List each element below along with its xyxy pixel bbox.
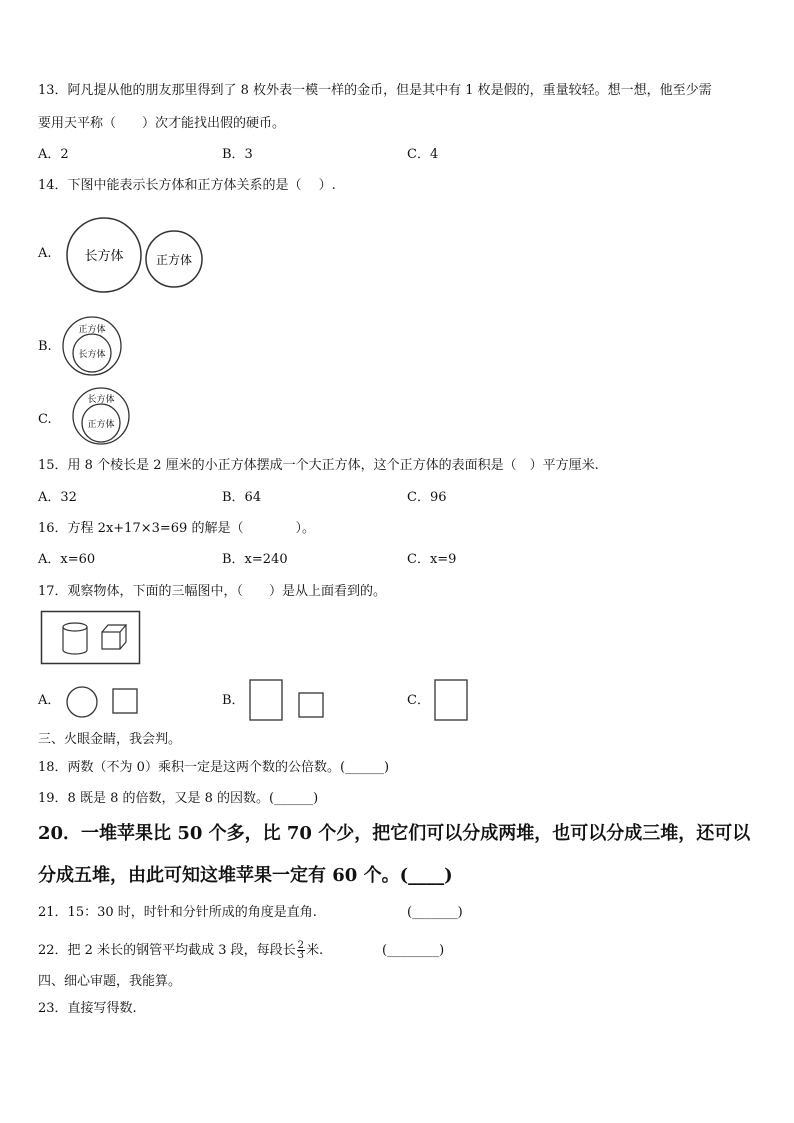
- q14-label-a: A.: [38, 246, 52, 261]
- q16-option-b: B．x=240: [222, 552, 288, 567]
- q20-line2: 分成五堆，由此可知这堆苹果一定有 60 个。(____): [38, 865, 453, 886]
- q15-stem: 15．用 8 个棱长是 2 厘米的小正方体摆成一个大正方体，这个正方体的表面积是（ ）平方厘米.: [38, 458, 599, 473]
- q14-label-c: C.: [38, 412, 52, 427]
- q22-blank: (________): [382, 943, 445, 958]
- q22-stem: [38, 940, 323, 962]
- q13-option-a: A．2: [38, 147, 69, 162]
- section3-heading: 三、火眼金睛，我会判。: [38, 732, 182, 747]
- q13-option-c: C．4: [407, 147, 439, 162]
- q16-stem: 16．方程 2x+17×3=69 的解是（ ）。: [38, 521, 315, 536]
- q15-option-c: C．96: [407, 490, 447, 505]
- q22-fraction: [297, 941, 305, 960]
- q17-option-b-figure: [248, 678, 328, 722]
- q21-blank: (_______): [407, 905, 463, 920]
- q15-option-b: B．64: [222, 490, 262, 505]
- section4-heading: 四、细心审题，我能算。: [38, 974, 182, 989]
- q14-b-outer-label: 正方体: [78, 325, 106, 335]
- q15-option-a: A．32: [38, 490, 77, 505]
- q17-stem: 17．观察物体，下面的三幅图中，（ ）是从上面看到的。: [38, 584, 387, 599]
- q14-a-outer-label: 长方体: [84, 249, 124, 264]
- q14-a-inner-label: 正方体: [155, 253, 193, 267]
- q17-objects-figure: [40, 610, 142, 666]
- q22-stem-before: 22．把 2 米长的钢管平均截成 3 段，每段长: [38, 943, 296, 958]
- q17-label-c: C．: [407, 693, 430, 708]
- q23-stem: 23．直接写得数.: [38, 1001, 137, 1016]
- q22-fraction-numerator: 2: [297, 940, 304, 951]
- q14-label-b: B.: [38, 339, 52, 354]
- q20-line1: 20．一堆苹果比 50 个多，比 70 个少，把它们可以分成两堆，也可以分成三堆，还可以: [38, 823, 751, 844]
- q13-option-b: B．3: [222, 147, 253, 162]
- q22-stem-after: 米.: [306, 943, 324, 958]
- q21-stem: 21．15：30 时，时针和分针所成的角度是直角.: [38, 905, 317, 920]
- q14-figure-a: [58, 210, 208, 295]
- q17-label-a: A．: [38, 693, 61, 708]
- q14-c-inner-label: 正方体: [87, 420, 115, 430]
- q18-stem: 18．两数（不为 0）乘积一定是这两个数的公倍数。(______): [38, 760, 390, 775]
- q14-c-outer-label: 长方体: [87, 395, 115, 405]
- q14-stem: 14．下图中能表示长方体和正方体关系的是（ ）.: [38, 178, 336, 193]
- q19-stem: 19．8 既是 8 的倍数，又是 8 的因数。(______): [38, 791, 319, 806]
- q14-b-inner-label: 长方体: [78, 350, 106, 360]
- q14-figure-c: [70, 386, 132, 448]
- q14-figure-b: [60, 316, 128, 378]
- q17-label-b: B．: [222, 693, 245, 708]
- q22-fraction-denominator: 3: [297, 950, 304, 961]
- q13-line1: 13．阿凡提从他的朋友那里得到了 8 枚外表一模一样的金币，但是其中有 1 枚是假的，重量较轻。想一想，他至少需: [38, 83, 712, 98]
- q17-option-a-figure: [64, 686, 140, 718]
- q13-line2: 要用天平称（ ）次才能找出假的硬币。: [38, 116, 286, 131]
- q16-option-a: A．x=60: [38, 552, 96, 567]
- q17-option-c-figure: [433, 678, 471, 722]
- q16-option-c: C．x=9: [407, 552, 457, 567]
